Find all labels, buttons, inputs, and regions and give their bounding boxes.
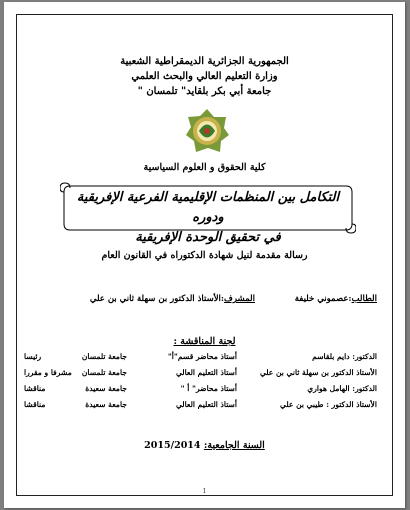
committee-heading [4, 336, 405, 347]
committee-row [24, 384, 377, 400]
supervisor-label: المشرف [224, 294, 255, 304]
member-university: جامعة سعيدة [85, 400, 127, 409]
member-name: الأستاذ الدكتور بن سهلة ثاني بن علي [259, 368, 377, 377]
student-name: :عصموني خليفة [294, 294, 352, 304]
member-role: مناقشا [24, 384, 46, 393]
member-rank: أستاذ محاضر" أ " [180, 384, 237, 393]
student-label: الطالب [351, 294, 377, 304]
university-emblem-icon [184, 108, 230, 154]
student-info [295, 294, 377, 304]
member-role: مناقشا [24, 400, 46, 409]
faculty-name: كلية الحقوق و العلوم السياسية [143, 162, 266, 173]
member-name: الأستاذ الدكتور : طيبي بن علي [280, 400, 377, 409]
title-scroll-frame [60, 180, 356, 245]
member-name: الدكتور: دايم بلقاسم [312, 352, 377, 361]
member-role: رئيسا [24, 352, 42, 361]
member-rank: أستاذ التعليم العالي [175, 368, 237, 377]
header-block [4, 54, 405, 99]
member-rank: أستاذ التعليم العالي [175, 400, 237, 409]
committee-row [24, 352, 377, 368]
page-number: 1 [202, 488, 207, 495]
committee-row [24, 368, 377, 384]
member-university: جامعة سعيدة [85, 384, 127, 393]
academic-year [4, 440, 405, 451]
document-page [4, 2, 405, 508]
thesis-subtitle: رسالة مقدمة لنيل شهادة الدكتوراه في القانون العام [101, 250, 308, 261]
member-rank: أستاذ محاضر قسم"أ" [167, 352, 237, 361]
supervisor-info [90, 294, 255, 304]
university-line: جامعة أبي بكر بلقايد" تلمسان " [137, 86, 272, 97]
republic-line: الجمهورية الجزائرية الديمقراطية الشعبية [120, 56, 289, 67]
committee-list [24, 352, 377, 416]
thesis-title [60, 188, 356, 248]
student-supervisor-row [64, 294, 377, 308]
supervisor-name: :الأستاذ الدكتور بن سهلة ثاني بن علي [89, 294, 225, 304]
academic-year-value: 2015/2014 [144, 440, 201, 451]
committee-heading-text: لجنة المناقشة : [173, 336, 236, 347]
title-line-2: في تحقيق الوحدة الإفريقية [135, 230, 281, 245]
title-line-1: التكامل بين المنظمات الإقليمية الفرعية الإفريقية ودوره [76, 190, 340, 225]
member-name: الدكتور: الهامل هواري [307, 384, 377, 393]
ministry-line: وزارة التعليم العالي والبحث العلمي [131, 71, 278, 82]
committee-row [24, 400, 377, 416]
member-role: مشرفا و مقررا [24, 368, 72, 377]
member-university: جامعة تلمسان [81, 368, 127, 377]
academic-year-label: السنة الجامعية: [203, 440, 265, 451]
member-university: جامعة تلمسان [81, 352, 127, 361]
